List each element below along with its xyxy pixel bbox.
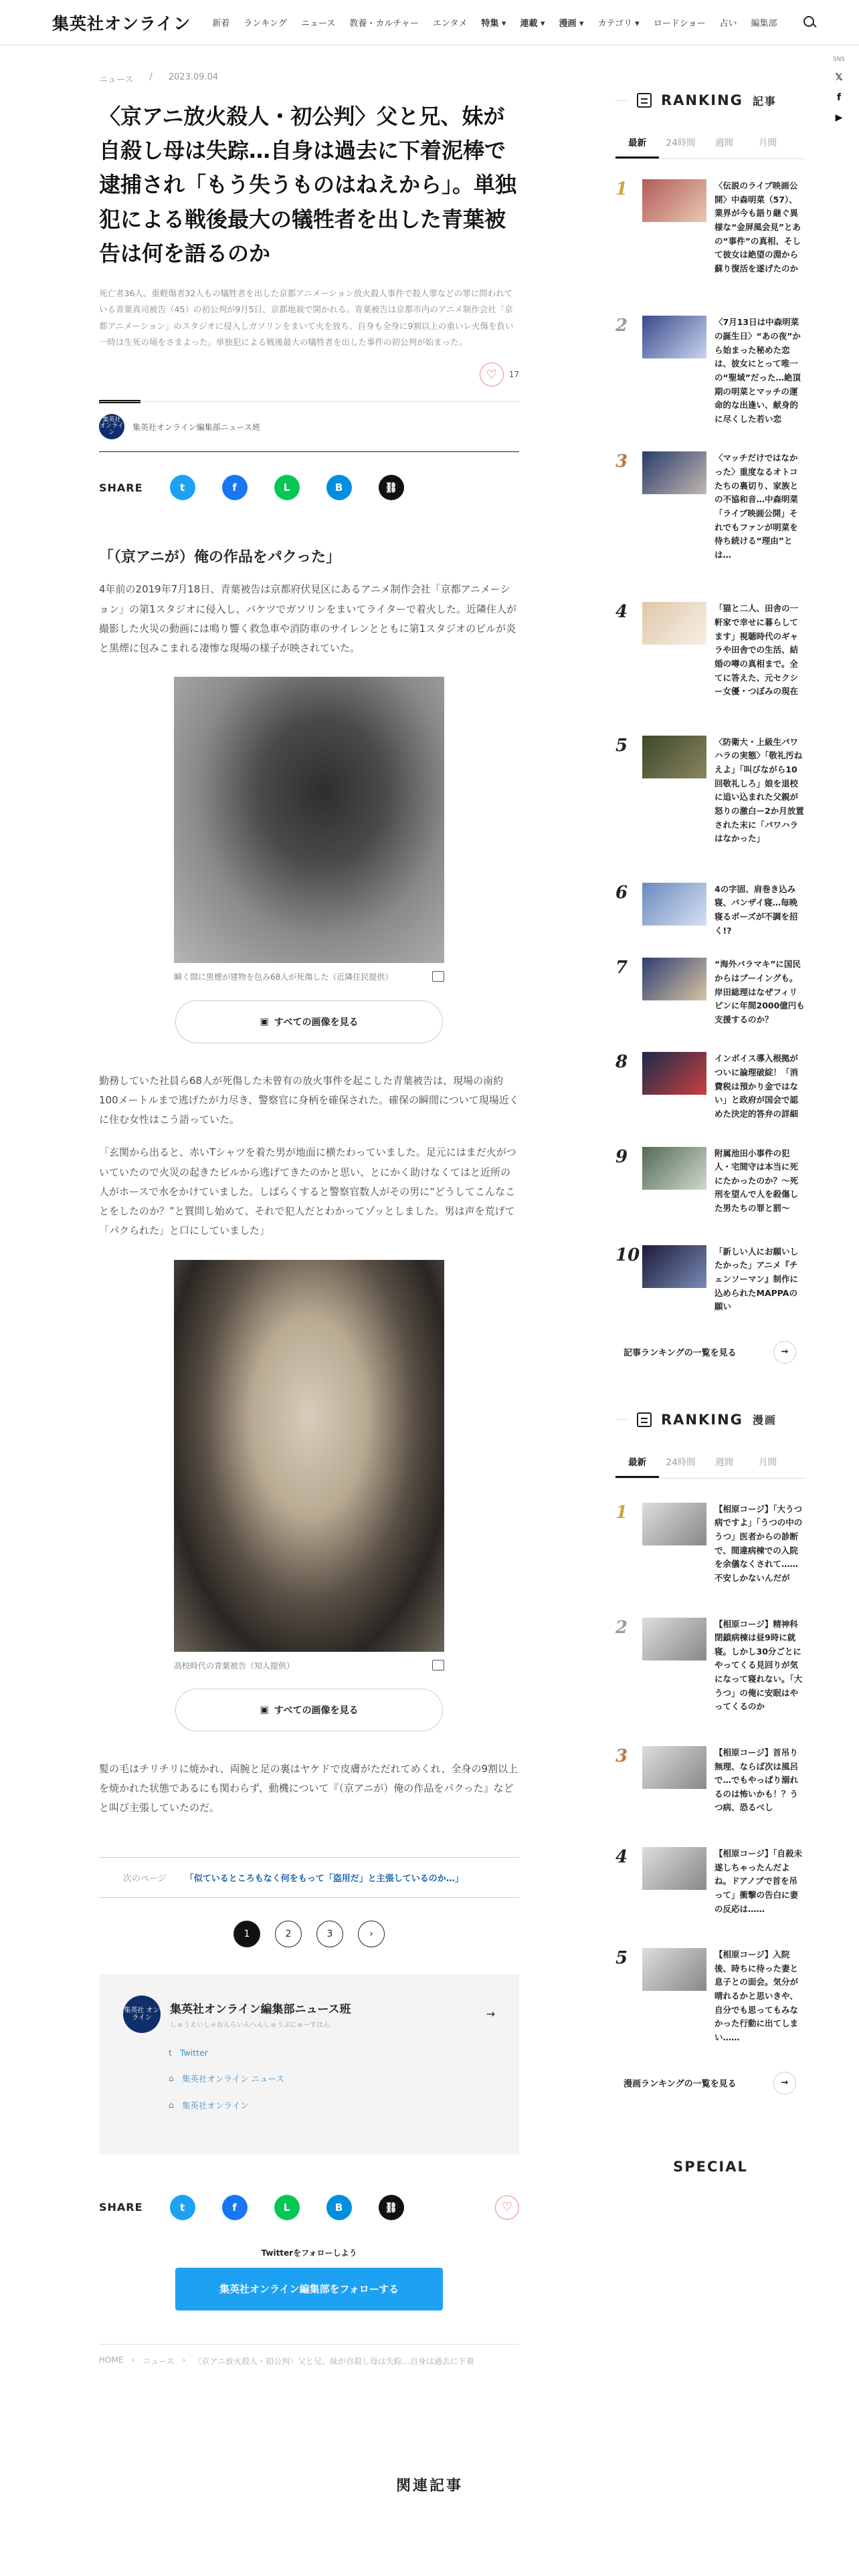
ranking-title: 〈防衛大・上級生パワハラの実態〉「敬礼汚ねえよ」「叫びながら10回敬礼しろ」娘を退校に追い込まれた父親が怒りの激白ー2か月放置された末に「パワハラはなかった」 xyxy=(714,736,804,844)
special-heading: SPECIAL xyxy=(673,2158,748,2175)
related-heading: 関連記事 xyxy=(395,2478,463,2494)
rank-number: 2 xyxy=(615,316,628,336)
see-all-images-button[interactable]: ▣ すべての画像を見る xyxy=(175,1689,443,1731)
line-share-icon[interactable]: L xyxy=(274,2195,300,2220)
hatena-share-icon[interactable]: B xyxy=(326,2195,352,2220)
ranking-title: “海外バラマキ”に国民からはブーイングも。岸田総理はなぜフィリピンに年間2000億円も支援するのか？ xyxy=(714,959,805,1025)
author-link-news[interactable]: ⌂ 集英社オンライン ニュース xyxy=(169,2073,284,2084)
rank-number: 4 xyxy=(615,602,628,623)
site-logo[interactable]: 集英社オンライン xyxy=(52,13,191,33)
rank-number: 3 xyxy=(615,1745,628,1766)
ranking-item[interactable] xyxy=(615,1147,805,1216)
ranking-thumbnail[interactable] xyxy=(642,736,706,778)
twitter-icon[interactable]: 𝕏 xyxy=(835,72,843,83)
article-category[interactable]: ニュース xyxy=(99,75,134,85)
ranking-thumbnail[interactable] xyxy=(642,451,706,494)
ranking-title: 【相原コージ】精神科閉鎖病棟は昼9時に就寝。しかし30分ごとにやってくる見回りが気になって寝れない。「大うつ」の俺に安眠はやってくるのか xyxy=(714,1618,803,1712)
next-page-link[interactable]: 次のページ 「似ているところもなく何をもって「盗用だ」と主張しているのか…」 xyxy=(99,1857,519,1898)
facebook-share-icon[interactable]: f xyxy=(222,475,248,500)
nav-entame[interactable]: エンタメ xyxy=(432,19,468,29)
author-link-twitter[interactable]: t Twitter xyxy=(169,2047,208,2058)
ranking-item[interactable] xyxy=(615,1245,805,1314)
share-bar-bottom xyxy=(99,2195,519,2220)
author-avatar[interactable]: 集英社 オンライン xyxy=(99,414,124,439)
rank-number: 8 xyxy=(615,1052,628,1073)
image-icon: ▣ xyxy=(260,1016,269,1027)
tab-latest[interactable]: 最新 xyxy=(615,135,659,158)
ranking-title: 〈伝説のライブ映画公開〉中森明菜（57）、業界が今も語り継ぐ異様な“金屏風会見”とあの“事件”の真相、そして彼女は絶望の淵から蘇り復活を遂げたのか xyxy=(714,181,801,274)
nav-feature[interactable]: 特集 ▾ xyxy=(481,19,506,29)
ranking-title: インボイス導入根拠がついに論理破綻！「消費税は預かり金ではない」と政府が国会で認めた決定的答弁の詳細 xyxy=(714,1053,799,1119)
twitter-share-icon[interactable]: t xyxy=(170,475,195,500)
suspect-photo[interactable] xyxy=(174,1260,444,1652)
rank-number: 1 xyxy=(615,1502,628,1523)
page-1[interactable]: 1 xyxy=(233,1921,260,1947)
fire-photo[interactable] xyxy=(174,677,444,963)
ranking-thumbnail[interactable] xyxy=(642,958,706,1000)
like-count: 17 xyxy=(508,370,519,380)
rank-number: 6 xyxy=(615,882,628,903)
heart-icon[interactable]: ♡ xyxy=(480,362,504,387)
photo-caption: 瞬く間に黒煙が建物を包み68人が死傷した（近隣住民提供） xyxy=(174,971,444,984)
link-copy-icon[interactable]: ⛓ xyxy=(379,2195,404,2220)
nav-category[interactable]: カテゴリ ▾ xyxy=(597,19,640,29)
ranking-item[interactable] xyxy=(615,1503,805,1586)
nav-editorial[interactable]: 編集部 xyxy=(751,19,777,29)
ranking-thumbnail[interactable] xyxy=(642,1052,706,1095)
ranking-thumbnail[interactable] xyxy=(642,1948,706,1991)
author-avatar[interactable]: 集英社 オンライン xyxy=(123,1996,161,2033)
gallery-icon[interactable] xyxy=(432,971,444,982)
rank-number: 5 xyxy=(615,1948,628,1969)
nav-ranking[interactable]: ランキング xyxy=(244,19,287,29)
ranking-title: 【相原コージ】「大うつ病ですよ」「うつの中のうつ」医者からの診断で、間違病棟での入院を余儀なくされて……不安しかないんだが xyxy=(714,1503,803,1583)
ranking-icon xyxy=(637,1412,652,1427)
ranking-thumbnail[interactable] xyxy=(642,316,706,358)
share-label: SHARE xyxy=(99,481,143,494)
arrow-right-icon: → xyxy=(773,1341,796,1364)
ranking-item[interactable] xyxy=(615,1052,805,1121)
site-header xyxy=(0,0,859,45)
rank-number: 10 xyxy=(615,1245,640,1265)
author xyxy=(99,414,519,439)
tab-monthly[interactable]: 月間 xyxy=(759,138,777,148)
paragraph: 髪の毛はチリチリに焼かれ、両腕と足の裏はヤケドで皮膚がただれてめくれ、全身の9割以上を焼かれた状態であるにも関わらず、動機について『（京アニが）俺の作品をパクった』などと叫び主張していたのだ。 xyxy=(99,1762,518,1814)
ranking-list xyxy=(615,179,805,1314)
ranking-title: 附属池田小事件の犯人・宅間守は本当に死にたかったのか？〜死刑を望んで人を殺傷した男たちの罪と罰〜 xyxy=(714,1148,799,1213)
ranking-item[interactable] xyxy=(615,1618,805,1714)
tab-weekly[interactable]: 週間 xyxy=(715,138,733,148)
author-box xyxy=(99,1974,519,2155)
twitter-icon: t xyxy=(169,2047,172,2058)
paragraph: 勤務していた社員ら68人が死傷した未曾有の放火事件を起こした青葉被告は、現場の南約100メートルまで逃げたが力尽き、警察官に身柄を確保された。確保の瞬間について現場近くに住む女性はこう語っていた。 xyxy=(99,1074,519,1126)
link-copy-icon[interactable]: ⛓ xyxy=(379,475,404,500)
manga-ranking-more-link[interactable]: 漫画ランキングの一覧を見る → xyxy=(615,2072,805,2095)
rank-number: 5 xyxy=(615,735,628,756)
ranking-title: 【相原コージ】首吊り無理、ならば次は風呂で…でもやっぱり溺れるのは怖いかも！？うつ病、恐るべし xyxy=(714,1747,799,1813)
ranking-thumbnail[interactable] xyxy=(642,1618,706,1660)
ranking-thumbnail[interactable] xyxy=(642,179,706,222)
home-icon: ⌂ xyxy=(169,2073,174,2084)
tab-weekly[interactable]: 週間 xyxy=(715,1457,733,1468)
nav-fortune[interactable]: 占い xyxy=(719,19,737,29)
pagination xyxy=(99,1921,519,1947)
share-label: SHARE xyxy=(99,2201,143,2214)
nav-news[interactable]: ニュース xyxy=(300,19,336,29)
line-share-icon[interactable]: L xyxy=(274,475,300,500)
ranking-thumbnail[interactable] xyxy=(642,883,706,926)
ranking-title: 〈マッチだけではなかった〉重度なるオトコたちの裏切り、家族との不協和音…中森明菜「ライブ映画公開」それでもファンが明菜を待ち続ける“理由”とは… xyxy=(714,453,799,560)
home-icon: ⌂ xyxy=(169,2100,174,2111)
rank-number: 7 xyxy=(615,958,628,978)
ranking-thumbnail[interactable] xyxy=(642,1847,706,1890)
nav-series[interactable]: 連載 ▾ xyxy=(520,19,545,29)
hatena-share-icon[interactable]: B xyxy=(326,475,352,500)
paragraph: 「玄関から出ると、赤いTシャツを着た男が地面に横たわっていました。足元にはまだ火がついていたので火災の起きたビルから逃げてきたのかと思い、とにかく助けなくてはと近所の人がホースで水をかけていました。しばらくすると警察官数人がその男に“どうしてこんなことをしたのか？”と質問し始めて、それで犯人だとわかってゾッとしました。男は声を荒げて「パクられた」と口にしていました」 xyxy=(99,1146,516,1237)
tab-24h[interactable]: 24時間 xyxy=(666,138,696,148)
search-icon[interactable] xyxy=(801,14,819,31)
ranking-item[interactable] xyxy=(615,736,805,846)
author-name[interactable]: 集英社オンライン編集部ニュース班 xyxy=(132,422,261,432)
author-link-site[interactable]: ⌂ 集英社オンライン xyxy=(169,2100,249,2111)
ranking-more-link[interactable]: 記事ランキングの一覧を見る → xyxy=(615,1341,805,1364)
nav-manga[interactable]: 漫画 ▾ xyxy=(559,19,584,29)
like-area xyxy=(99,362,519,387)
rank-number: 3 xyxy=(615,451,628,472)
sns-label: SNS xyxy=(832,56,846,63)
tab-24h[interactable]: 24時間 xyxy=(666,1457,696,1468)
sidebar xyxy=(615,92,805,2175)
page-3[interactable]: 3 xyxy=(316,1921,343,1947)
gallery-icon[interactable] xyxy=(432,1660,444,1671)
follow-button[interactable]: 集英社オンライン編集部をフォローする xyxy=(175,2268,443,2311)
tab-latest[interactable]: 最新 xyxy=(615,1455,659,1478)
ranking-icon xyxy=(637,93,652,108)
ranking-thumbnail[interactable] xyxy=(642,1245,706,1288)
ranking-thumbnail[interactable] xyxy=(642,602,706,645)
ranking-title: 「猫と二人、田舎の一軒家で幸せに暮らしてます」視聴時代のギャラや田舎での生活、結婚の噂の真相まで。全てに答えた、元セクシー女優・つぼみの現在 xyxy=(714,603,799,697)
ranking-title: 〈7月13日は中森明菜の誕生日〉“あの夜”から始まった秘めた恋は、彼女にとって唯一の“聖域”だった…絶頂期の明菜とマッチの運命的な出逢い、献身的に尽くした若い恋 xyxy=(714,317,801,424)
related-articles xyxy=(0,2474,859,2495)
ranking-item[interactable] xyxy=(615,1948,805,2044)
arrow-right-icon[interactable]: → xyxy=(486,2008,495,2021)
section-heading: 「（京アニが）俺の作品をパクった」 xyxy=(99,549,341,566)
ranking-item[interactable] xyxy=(615,1746,805,1815)
nav-new[interactable]: 新着 xyxy=(212,19,230,29)
ranking-manga-heading: RANKING 漫画 xyxy=(615,1412,805,1428)
see-all-images-button[interactable]: ▣ すべての画像を見る xyxy=(175,1000,443,1043)
image-icon: ▣ xyxy=(260,1704,269,1715)
author-box-name[interactable]: 集英社オンライン編集部ニュース班 xyxy=(170,2002,351,2016)
follow-label: Twitterをフォローしよう xyxy=(261,2248,357,2258)
facebook-icon[interactable]: f xyxy=(836,92,842,103)
arrow-right-icon: → xyxy=(773,2072,796,2095)
page-2[interactable]: 2 xyxy=(275,1921,302,1947)
article-lead: 死亡者36人、重軽傷者32人もの犠牲者を出した京都アニメーション放火殺人事件で殺人罪などの罪に問われている青葉真司被告（45）の初公判が9月5日、京都地裁で開かれる。青葉被告は京都市内のアニメ制作会社「京都アニメーション」のスタジオに侵入しガソリンをまいて火を放ち、自身も全身に9割以上の重いレ火傷を負い一時は生死の境をさまよった。単独犯による戦後最大の犠牲者を出した事件の初公判が始まった。 xyxy=(99,288,514,348)
article-title: 〈京アニ放火殺人・初公判〉父と兄、妹が自殺し母は失踪…自身は過去に下着泥棒で逮捕され「もう失うものはねえから」。単独犯による戦後最大の犠牲者を出した青葉被告は何を語るのか xyxy=(99,104,517,266)
main-nav xyxy=(212,16,801,29)
article-meta: ニュース / 2023.09.04 xyxy=(99,72,219,85)
ranking-item[interactable] xyxy=(615,179,805,276)
paragraph: 4年前の2019年7月18日、青葉被告は京都府伏見区にあるアニメ制作会社「京都アニメーション」の第1スタジオに侵入し、バケツでガソリンをまいてライターで着火した。近隣住人が撮影した火災の動画には鳴り響く救急車や消防車のサイレンとともに第1スタジオのビルが炎と黒煙に包みこまれる凄惨な現場の様子が映されていた。 xyxy=(99,583,516,655)
share-bar-top xyxy=(99,475,519,500)
photo-caption: 高校時代の青葉被告（知人提供） xyxy=(174,1660,444,1673)
rank-number: 2 xyxy=(615,1617,628,1638)
ranking-item[interactable] xyxy=(615,883,805,938)
ranking-title: 【相原コージ】入院後、時ちに待った妻と息子との面会。気分が晴れるかと思いきや、自分でも思ってもみなかった行動に出てしまい…… xyxy=(714,1949,799,2042)
sns-rail xyxy=(832,56,846,123)
ranking-item[interactable] xyxy=(615,316,805,426)
twitter-share-icon[interactable]: t xyxy=(170,2195,195,2220)
ranking-thumbnail[interactable] xyxy=(642,1503,706,1545)
ranking-manga-list xyxy=(615,1503,805,2045)
article-date: 2023.09.04 xyxy=(168,72,219,82)
ranking-title: 【相原コージ】「自殺未遂しちゃったんだよね。ドアノブで首を吊って」衝撃の告白に妻の反応は…… xyxy=(714,1848,803,1914)
ranking-item[interactable] xyxy=(615,958,805,1027)
ranking-thumbnail[interactable] xyxy=(642,1746,706,1789)
author-box-reading: しゅうえいしゃおんらいんへんしゅうぶにゅーすはん xyxy=(170,2021,330,2029)
heart-icon[interactable]: ♡ xyxy=(495,2195,519,2220)
ranking-heading: RANKING 記事 xyxy=(615,92,805,108)
tab-monthly[interactable]: 月間 xyxy=(759,1457,777,1468)
nav-culture[interactable]: 教養・カルチャー xyxy=(349,19,419,29)
article-main xyxy=(99,72,519,2367)
rank-number: 4 xyxy=(615,1847,628,1867)
breadcrumb: HOME › ニュース › 〈京アニ放火殺人・初公判〉父と兄、妹が自殺し母は失踪…自身は過去に下着 xyxy=(99,2344,519,2367)
ranking-tabs xyxy=(615,135,805,159)
ranking-item[interactable] xyxy=(615,451,805,562)
facebook-share-icon[interactable]: f xyxy=(222,2195,248,2220)
rank-number: 9 xyxy=(615,1146,628,1167)
ranking-title: 4の字固、肩巻き込み寝、バンザイ寝…毎晩寝るポーズが不調を招く!? xyxy=(714,883,798,936)
rank-number: 1 xyxy=(615,179,628,199)
next-page-arrow[interactable]: › xyxy=(358,1921,385,1947)
ranking-title: 「新しい人にお願いしたかった」アニメ『チェンソーマン』制作に込められたMAPPAの願い xyxy=(714,1246,799,1312)
nav-roadshow[interactable]: ロードショー xyxy=(653,19,706,29)
ranking-item[interactable] xyxy=(615,602,805,698)
ranking-thumbnail[interactable] xyxy=(642,1147,706,1190)
youtube-icon[interactable]: ▶ xyxy=(835,112,843,123)
ranking-item[interactable] xyxy=(615,1847,805,1916)
ranking-manga-tabs xyxy=(615,1455,805,1479)
